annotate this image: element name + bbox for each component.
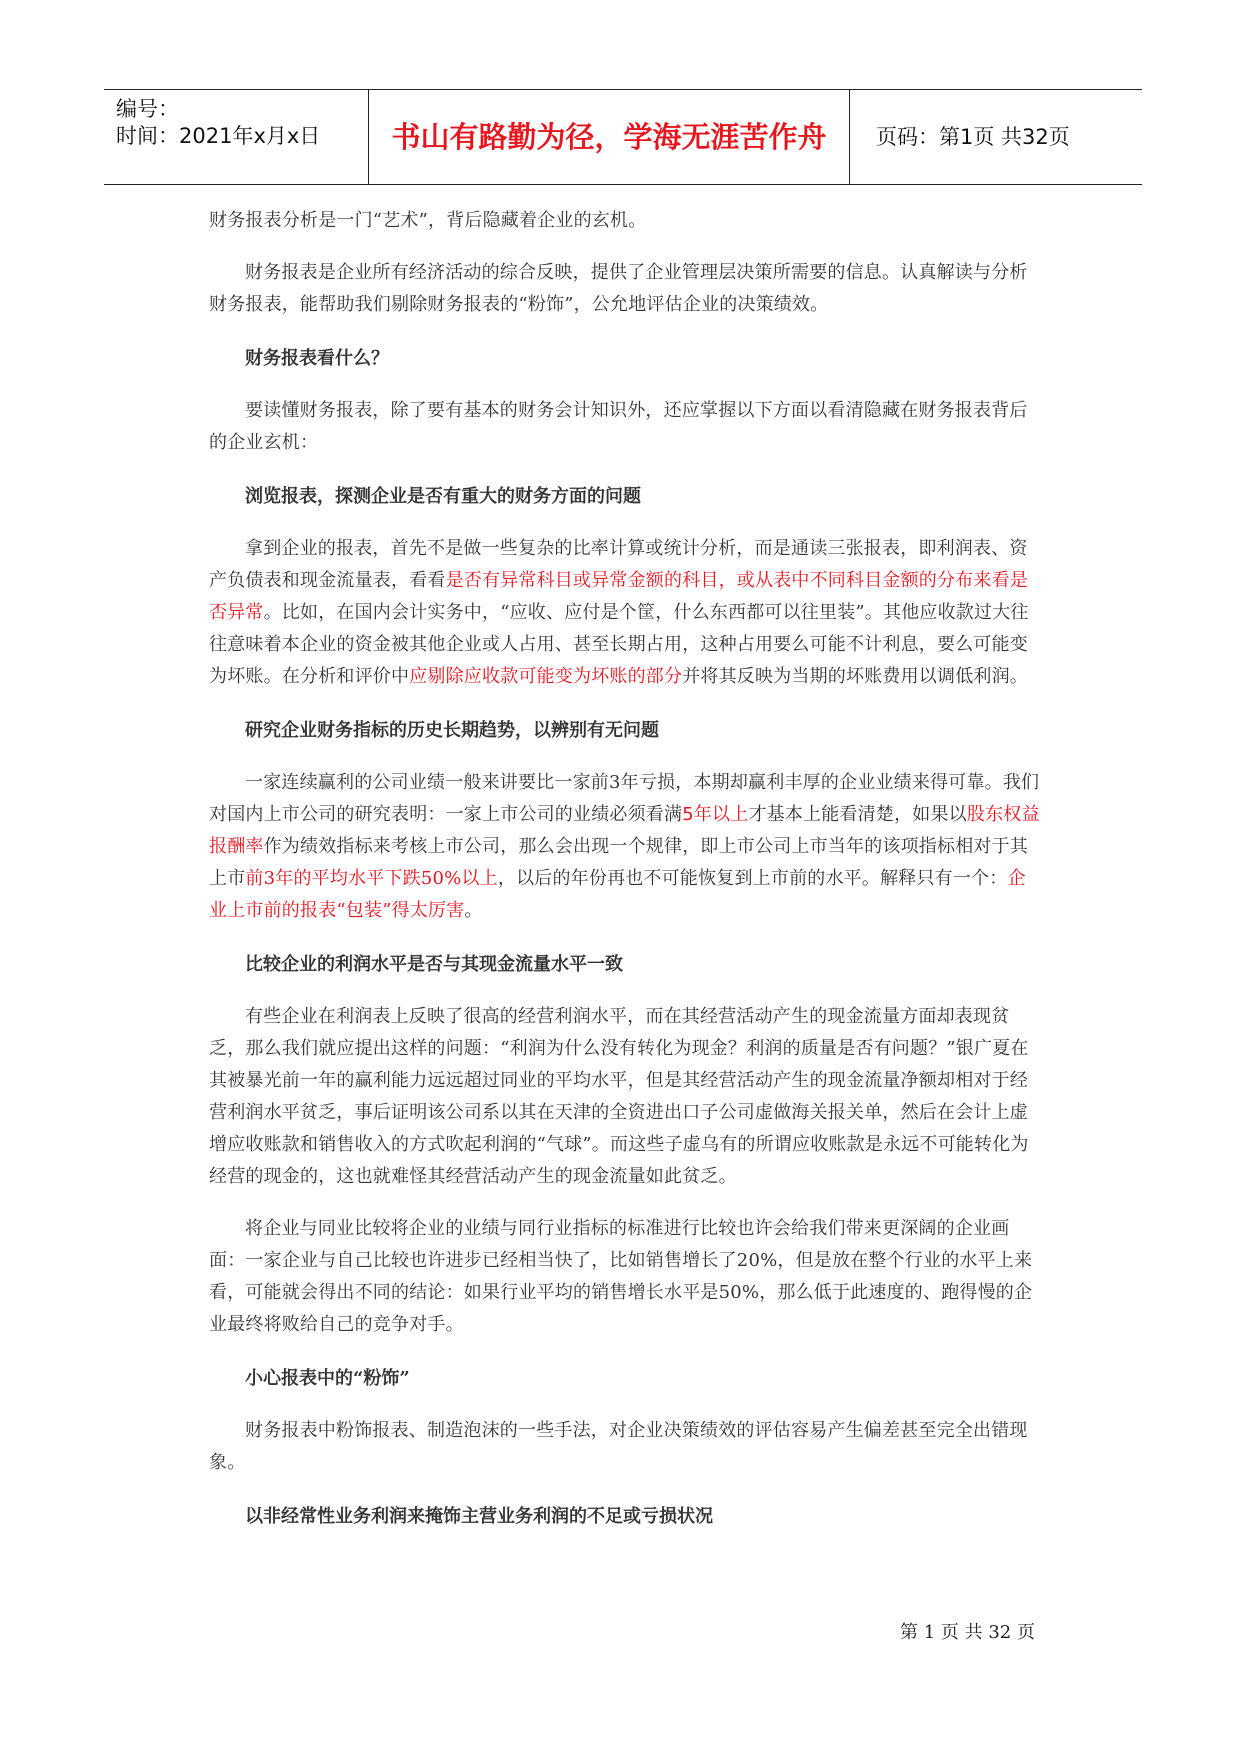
text-run: 拿到企业的报表，首先不是做一些复杂的比率计算或统计分析，而是通读三张报表，即利润表、资产负债表和现金流量表，看看 [209,538,1028,591]
paragraph-industry-compare: 将企业与同业比较将企业的业绩与同行业指标的标准进行比较也许会给我们带来更深阔的企业画面：一家企业与自己比较也许进步已经相当快了，比如销售增长了20%，但是放在整个行业的水平上来看，可能就会得出不同的结论：如果行业平均的销售增长水平是50%，那么低于此速度的、跑得慢的企业最终将败给自己的竞争对手。 [209,1218,1033,1335]
text-run: 并将其反映为当期的坏账费用以调低利润。 [682,666,1029,687]
text-run: ，以后的年份再也不可能恢复到上市前的水平。解释只有一个： [497,868,1008,889]
header-meta-cell [104,90,369,184]
time-label: 时间：2021年x月x日 [116,124,321,148]
document-body [209,205,1043,1533]
page-header [104,89,1142,185]
heading-browse-statements: 浏览报表，探测企业是否有重大的财务方面的问题 [245,486,641,507]
page-footer: 第 1 页 共 32 页 [900,1622,1035,1643]
heading-long-term-trend: 研究企业财务指标的历史长期趋势，以辨别有无问题 [245,720,659,741]
text-run: 。比如，在国内会计实务中，“应收、应付是个筐，什么东西都可以往里装”。其他应收款过大往往意味着本企业的资金被其他企业或人占用、甚至长期占用，这种占用要么可能不计利息，要么可能变为坏账。在分析和评价中 [209,602,1029,687]
paragraph-overview: 财务报表是企业所有经济活动的综合反映，提供了企业管理层决策所需要的信息。认真解读与分析财务报表，能帮助我们剔除财务报表的“粉饰”，公允地评估企业的决策绩效。 [209,262,1028,315]
text-run: 作为绩效指标来考核上市公司，那么会出现一个规律，即上市公司上市当年的该项指标相对于其上市 [209,836,1029,889]
header-page-code: 页码：第1页 共32页 [876,125,1070,149]
paragraph-intro: 财务报表分析是一门“艺术”，背后隐藏着企业的玄机。 [209,210,647,231]
text-run: 一家连续赢利的公司业绩一般来讲要比一家前3年亏损，本期却赢利丰厚的企业业绩来得可靠。我们对国内上市公司的研究表明：一家上市公司的业绩必须看满 [209,772,1040,825]
highlight-text: 股东权益报酬率 [209,804,1040,857]
highlight-text: 是否有异常科目或异常金额的科目，或从表中不同科目金额的分布来看是否异常 [209,570,1029,623]
heading-what-to-read: 财务报表看什么？ [245,348,389,369]
paragraph-browse-statements [209,533,1043,693]
paragraph-profit-vs-cashflow: 有些企业在利润表上反映了很高的经营利润水平，而在其经营活动产生的现金流量方面却表现贫乏，那么我们就应提出这样的问题：“利润为什么没有转化为现金？利润的质量是否有问题？”银广夏在其被暴光前一年的赢利能力远远超过同业的平均水平，但是其经营活动产生的现金流量净额却相对于经营利润水平贫乏，事后证明该公司系以其在天津的全资进出口子公司虚做海关报关单，然后在会计上虚增应收账款和销售收入的方式吹起利润的“气球”。而这些子虚乌有的所谓应收账款是永远不可能转化为经营的现金的，这也就难怪其经营活动产生的现金流量如此贫乏。 [209,1006,1029,1187]
highlight-text: 前3年的平均水平下跌50%以上 [245,868,498,889]
paragraph-window-dressing: 财务报表中粉饰报表、制造泡沫的一些手法，对企业决策绩效的评估容易产生偏差甚至完全出错现象。 [209,1420,1028,1473]
heading-non-recurring-profit: 以非经常性业务利润来掩饰主营业务利润的不足或亏损状况 [245,1506,713,1527]
text-run: 才基本上能看清楚，如果以 [748,804,967,825]
number-label: 编号： [116,97,179,121]
paragraph-reading-basics: 要读懂财务报表，除了要有基本的财务会计知识外，还应掌握以下方面以看清隐藏在财务报表背后的企业玄机： [209,400,1028,453]
header-motto: 书山有路勤为径，学海无涯苦作舟 [369,90,850,184]
paragraph-long-term-trend [209,767,1043,927]
text-run: 。 [464,900,483,921]
highlight-text: 应剔除应收款可能变为坏账的部分 [409,666,683,687]
highlight-text: 5年以上 [682,804,749,825]
heading-window-dressing: 小心报表中的“粉饰” [245,1368,410,1389]
highlight-text: 企业上市前的报表“包装”得太厉害 [209,868,1026,921]
heading-profit-vs-cashflow: 比较企业的利润水平是否与其现金流量水平一致 [245,954,623,975]
